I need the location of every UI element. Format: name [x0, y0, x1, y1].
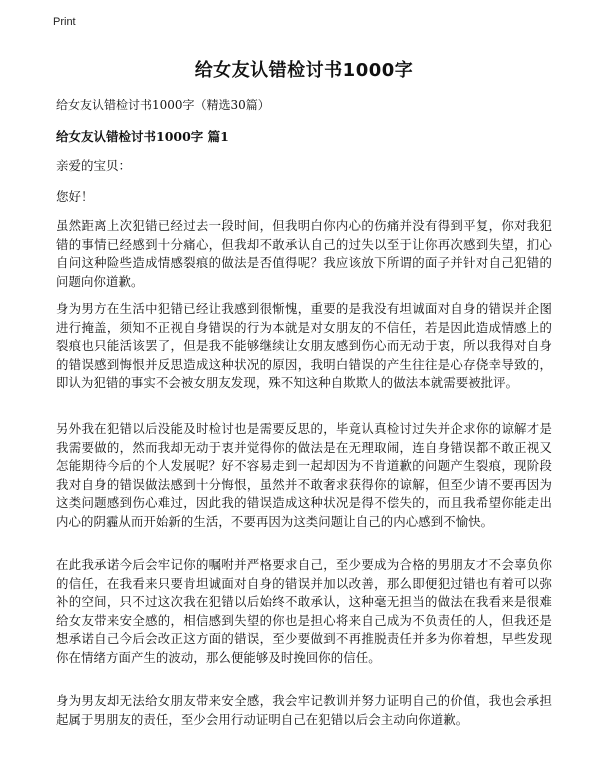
paragraph: 在此我承诺今后会牢记你的嘱咐并严格要求自己，至少要成为合格的男朋友才不会辜负你的信任，在我看来只要肯坦诚面对自身的错误并加以改善，那么即便犯过错也有着可以弥补的空间，只不过这次我在犯错以后始终不敢承认，这种毫无担当的做法在我看来是很难给女友带来安全感的，相信感到失望的你也是担心将来自己成为不负责任的人，但我还是想承诺自己今后会改正这方面的错误，至少要做到不再推脱责任并多为你着想，早些发现你在情绪方面产生的波动，那么便能够及时挽回你的信任。 — [56, 557, 552, 665]
letter-salutation: 亲爱的宝贝： — [56, 158, 132, 173]
paragraph: 另外我在犯错以后没能及时检讨也是需要反思的，毕竟认真检讨过失并企求你的谅解才是我需要做的，然而我却无动于衷并觉得你的做法是在无理取闹，连自身错误都不敢正视又怎能期待今后的个人发展呢？好不容易走到一起却因为不肯道歉的问题产生裂痕，现阶段我对自身的错误做法感到十分悔恨，虽然并不敢奢求获得你的谅解，但至少请不要再因为这类问题感到伤心难过，因此我的错误造成这种状况是得不偿失的，而且我希望你能走出内心的阴霾从而开始新的生活，不要再因为这类问题让自己的内心感到不愉快。 — [56, 421, 552, 529]
document-subtitle: 给女友认错检讨书1000字（精选30篇） — [56, 98, 270, 112]
section-heading: 给女友认错检讨书1000字 篇1 — [56, 129, 229, 144]
paragraph: 身为男方在生活中犯错已经让我感到很惭愧，重要的是我没有坦诚面对自身的错误并企图进行掩盖，须知不正视自身错误的行为本就是对女朋友的不信任，若是因此造成情感上的裂痕也只能活该罢了，但是我不能够继续让女朋友感到伤心而无动于衷，所以我得对自身的错误感到悔恨并反思造成这种状况的原因，我明白错误的产生往往是心存侥幸导致的，即认为犯错的事实不会被女朋友发现，殊不知这种自欺欺人的做法本就需要被批评。 — [56, 301, 552, 390]
paragraph: 身为男友却无法给女朋友带来安全感，我会牢记教训并努力证明自己的价值，我也会承担起属于男朋友的责任，至少会用行动证明自己在犯错以后会主动向你道歉。 — [56, 693, 552, 727]
page-title: 给女友认错检讨书1000字 — [194, 60, 414, 81]
print-link[interactable]: Print — [53, 16, 76, 28]
letter-greeting: 您好！ — [56, 189, 94, 204]
paragraph: 虽然距离上次犯错已经过去一段时间，但我明白你内心的伤痛并没有得到平复，你对我犯错的事情已经感到十分痛心，但我却不敢承认自己的过失以至于让你再次感到失望，扪心自问这种险些造成情感裂痕的做法是否值得呢？我应该放下所谓的面子并针对自己犯错的问题向你道歉。 — [56, 218, 552, 289]
